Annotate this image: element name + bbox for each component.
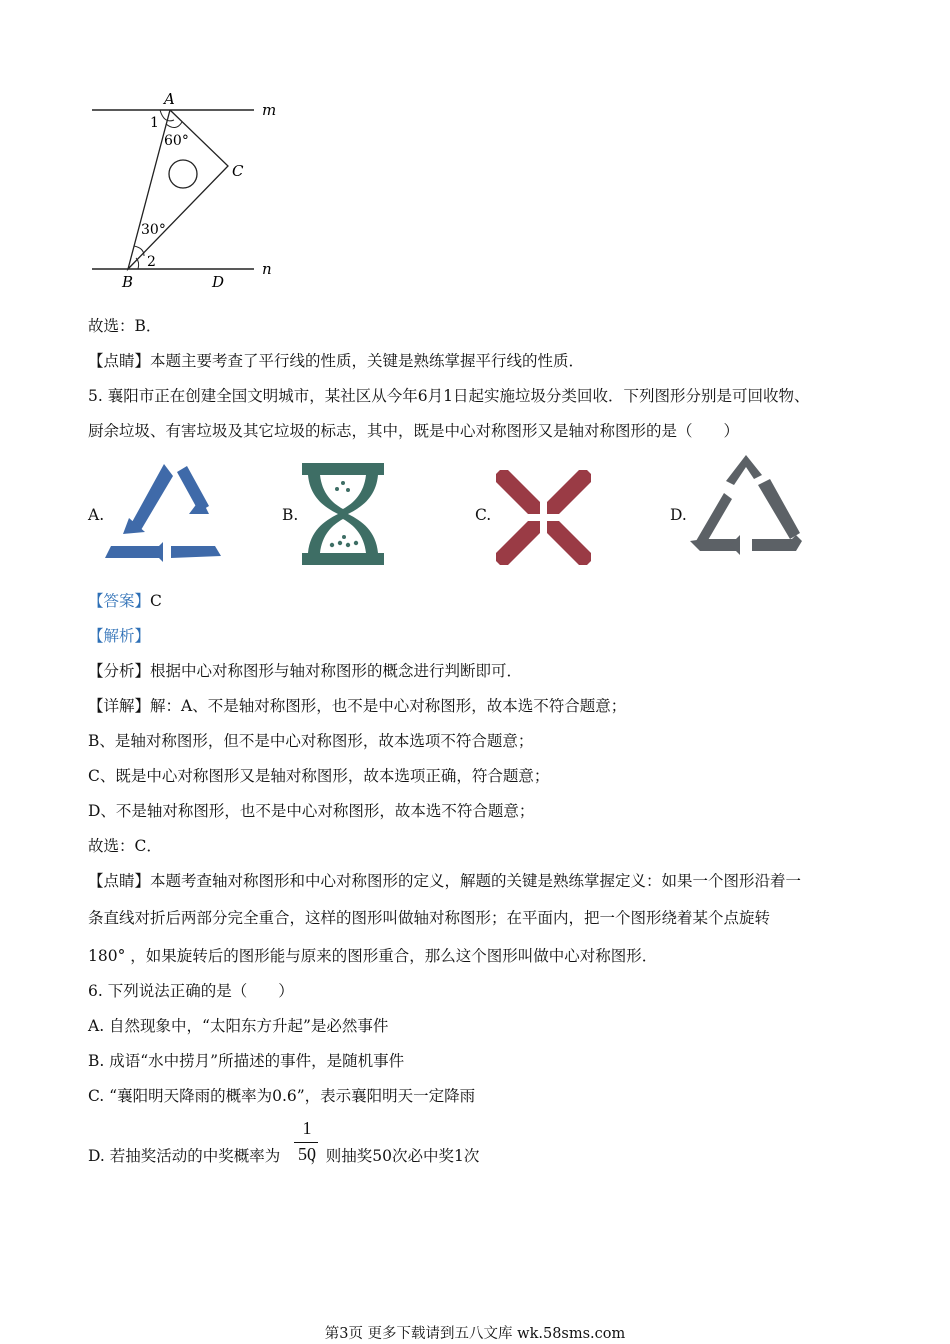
- label-m: m: [262, 101, 277, 119]
- question-6-option-d: D. 若抽奖活动的中奖概率为 ，则抽奖50次必中奖1次: [88, 1147, 480, 1165]
- question-5-line-2: 厨余垃圾、有害垃圾及其它垃圾的标志，其中，既是中心对称图形又是轴对称图形的是（ ）: [88, 422, 740, 440]
- label-n: n: [262, 260, 272, 278]
- comment-line-4: 180° ，如果旋转后的图形能与原来的图形重合，那么这个图形叫做中心对称图形．: [88, 947, 658, 965]
- option-b-label: B.: [282, 506, 299, 524]
- answer-line: 【答案】C: [88, 592, 162, 610]
- comment-line: 【点睛】本题主要考查了平行线的性质，关键是熟练掌握平行线的性质．: [88, 352, 585, 370]
- fraction-bar: [294, 1142, 318, 1143]
- comment-line-3: 条直线对折后两部分完全重合，这样的图形叫做轴对称图形；在平面内，把一个图形绕着某个点旋转: [88, 909, 771, 927]
- label-D: D: [212, 273, 225, 291]
- page-footer: 第3页 更多下载请到五八文库 wk.58sms.com: [324, 1326, 626, 1342]
- option-a-label: A.: [88, 506, 105, 524]
- recycle-icon: [105, 462, 223, 566]
- fraction-numerator: 1: [302, 1118, 312, 1138]
- question-5-line-1: 5. 襄阳市正在创建全国文明城市，某社区从今年6月1日起实施垃圾分类回收．下列图形分别是可回收物、: [88, 387, 810, 405]
- detail-line: 【详解】解：A、不是轴对称图形，也不是中心对称图形，故本选不符合题意；: [88, 697, 627, 715]
- parallel-lines-figure: [86, 88, 286, 298]
- comment-line-2: 【点睛】本题考查轴对称图形和中心对称图形的定义，解题的关键是熟练掌握定义：如果一个图形沿着一: [88, 872, 802, 890]
- option-c-label: C.: [475, 506, 492, 524]
- hourglass-icon: [302, 463, 384, 565]
- analysis-tag: 【解析】: [88, 627, 151, 645]
- question-6: 6. 下列说法正确的是（ ）: [88, 982, 294, 1000]
- fraction-denominator: 50: [298, 1144, 316, 1164]
- choice-line: 故选：B．: [88, 317, 162, 335]
- label-angle60: 60°: [164, 133, 189, 149]
- label-angle2: 2: [147, 254, 156, 270]
- harmful-waste-icon: [496, 470, 591, 565]
- option-d-label: D.: [670, 506, 687, 524]
- question-6-option-a: A. 自然现象中，“太阳东方升起”是必然事件: [88, 1017, 389, 1035]
- question-6-option-b: B. 成语“水中捞月”所描述的事件，是随机事件: [88, 1052, 405, 1070]
- label-A: A: [164, 90, 175, 108]
- label-C: C: [232, 162, 244, 180]
- choice-c-line: 故选：C．: [88, 837, 162, 855]
- detail-b-line: B、是轴对称图形，但不是中心对称图形，故本选项不符合题意；: [88, 732, 534, 750]
- analysis-line: 【分析】根据中心对称图形与轴对称图形的概念进行判断即可．: [88, 662, 523, 680]
- label-B: B: [122, 273, 134, 291]
- detail-d-line: D、不是轴对称图形，也不是中心对称图形，故本选不符合题意；: [88, 802, 535, 820]
- label-angle30: 30°: [141, 222, 166, 238]
- label-angle1: 1: [150, 115, 159, 131]
- detail-c-line: C、既是中心对称图形又是轴对称图形，故本选项正确，符合题意；: [88, 767, 550, 785]
- question-6-option-c: C. “襄阳明天降雨的概率为0.6”，表示襄阳明天一定降雨: [88, 1087, 476, 1105]
- other-waste-icon: [690, 455, 802, 565]
